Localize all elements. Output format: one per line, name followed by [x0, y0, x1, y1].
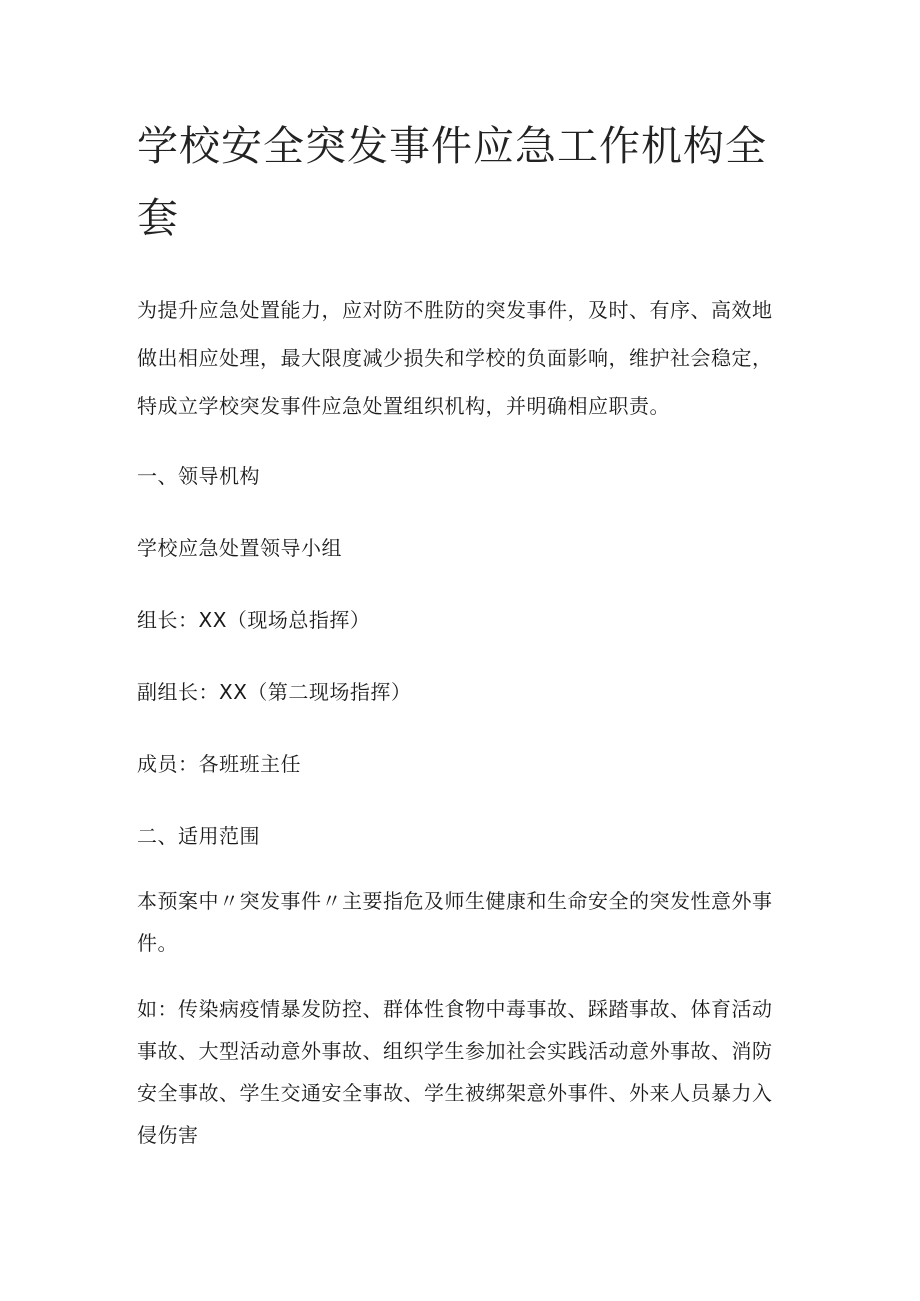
section2-heading: 二、适用范围 [137, 824, 260, 848]
document-page [137, 110, 787, 1156]
scope-definition-paragraph: 本预案中〃突发事件〃主要指危及师生健康和生命安全的突发性意外事件。 [137, 889, 773, 955]
scope-examples-paragraph: 如：传染病疫情暴发防控、群体性食物中毒事故、踩踏事故、体育活动事故、大型活动意外事故、组织学生参加社会实践活动意外事故、消防安全事故、学生交通安全事故、学生被绑架意外事件、外来人员暴力入侵伤害 [137, 997, 773, 1147]
document-title: 学校安全突发事件应急工作机构全套 [137, 122, 767, 242]
leader-line: 组长：XX（现场总指挥） [137, 608, 371, 632]
intro-paragraph: 为提升应急处置能力，应对防不胜防的突发事件，及时、有序、高效地做出相应处理，最大限度减少损失和学校的负面影响，维护社会稳定，特成立学校突发事件应急处置组织机构，并明确相应职责。 [137, 298, 773, 418]
section1-heading: 一、领导机构 [137, 464, 260, 488]
group-name: 学校应急处置领导小组 [137, 536, 342, 560]
members-line: 成员：各班班主任 [137, 752, 301, 776]
deputy-leader-line: 副组长：XX（第二现场指挥） [137, 680, 412, 704]
